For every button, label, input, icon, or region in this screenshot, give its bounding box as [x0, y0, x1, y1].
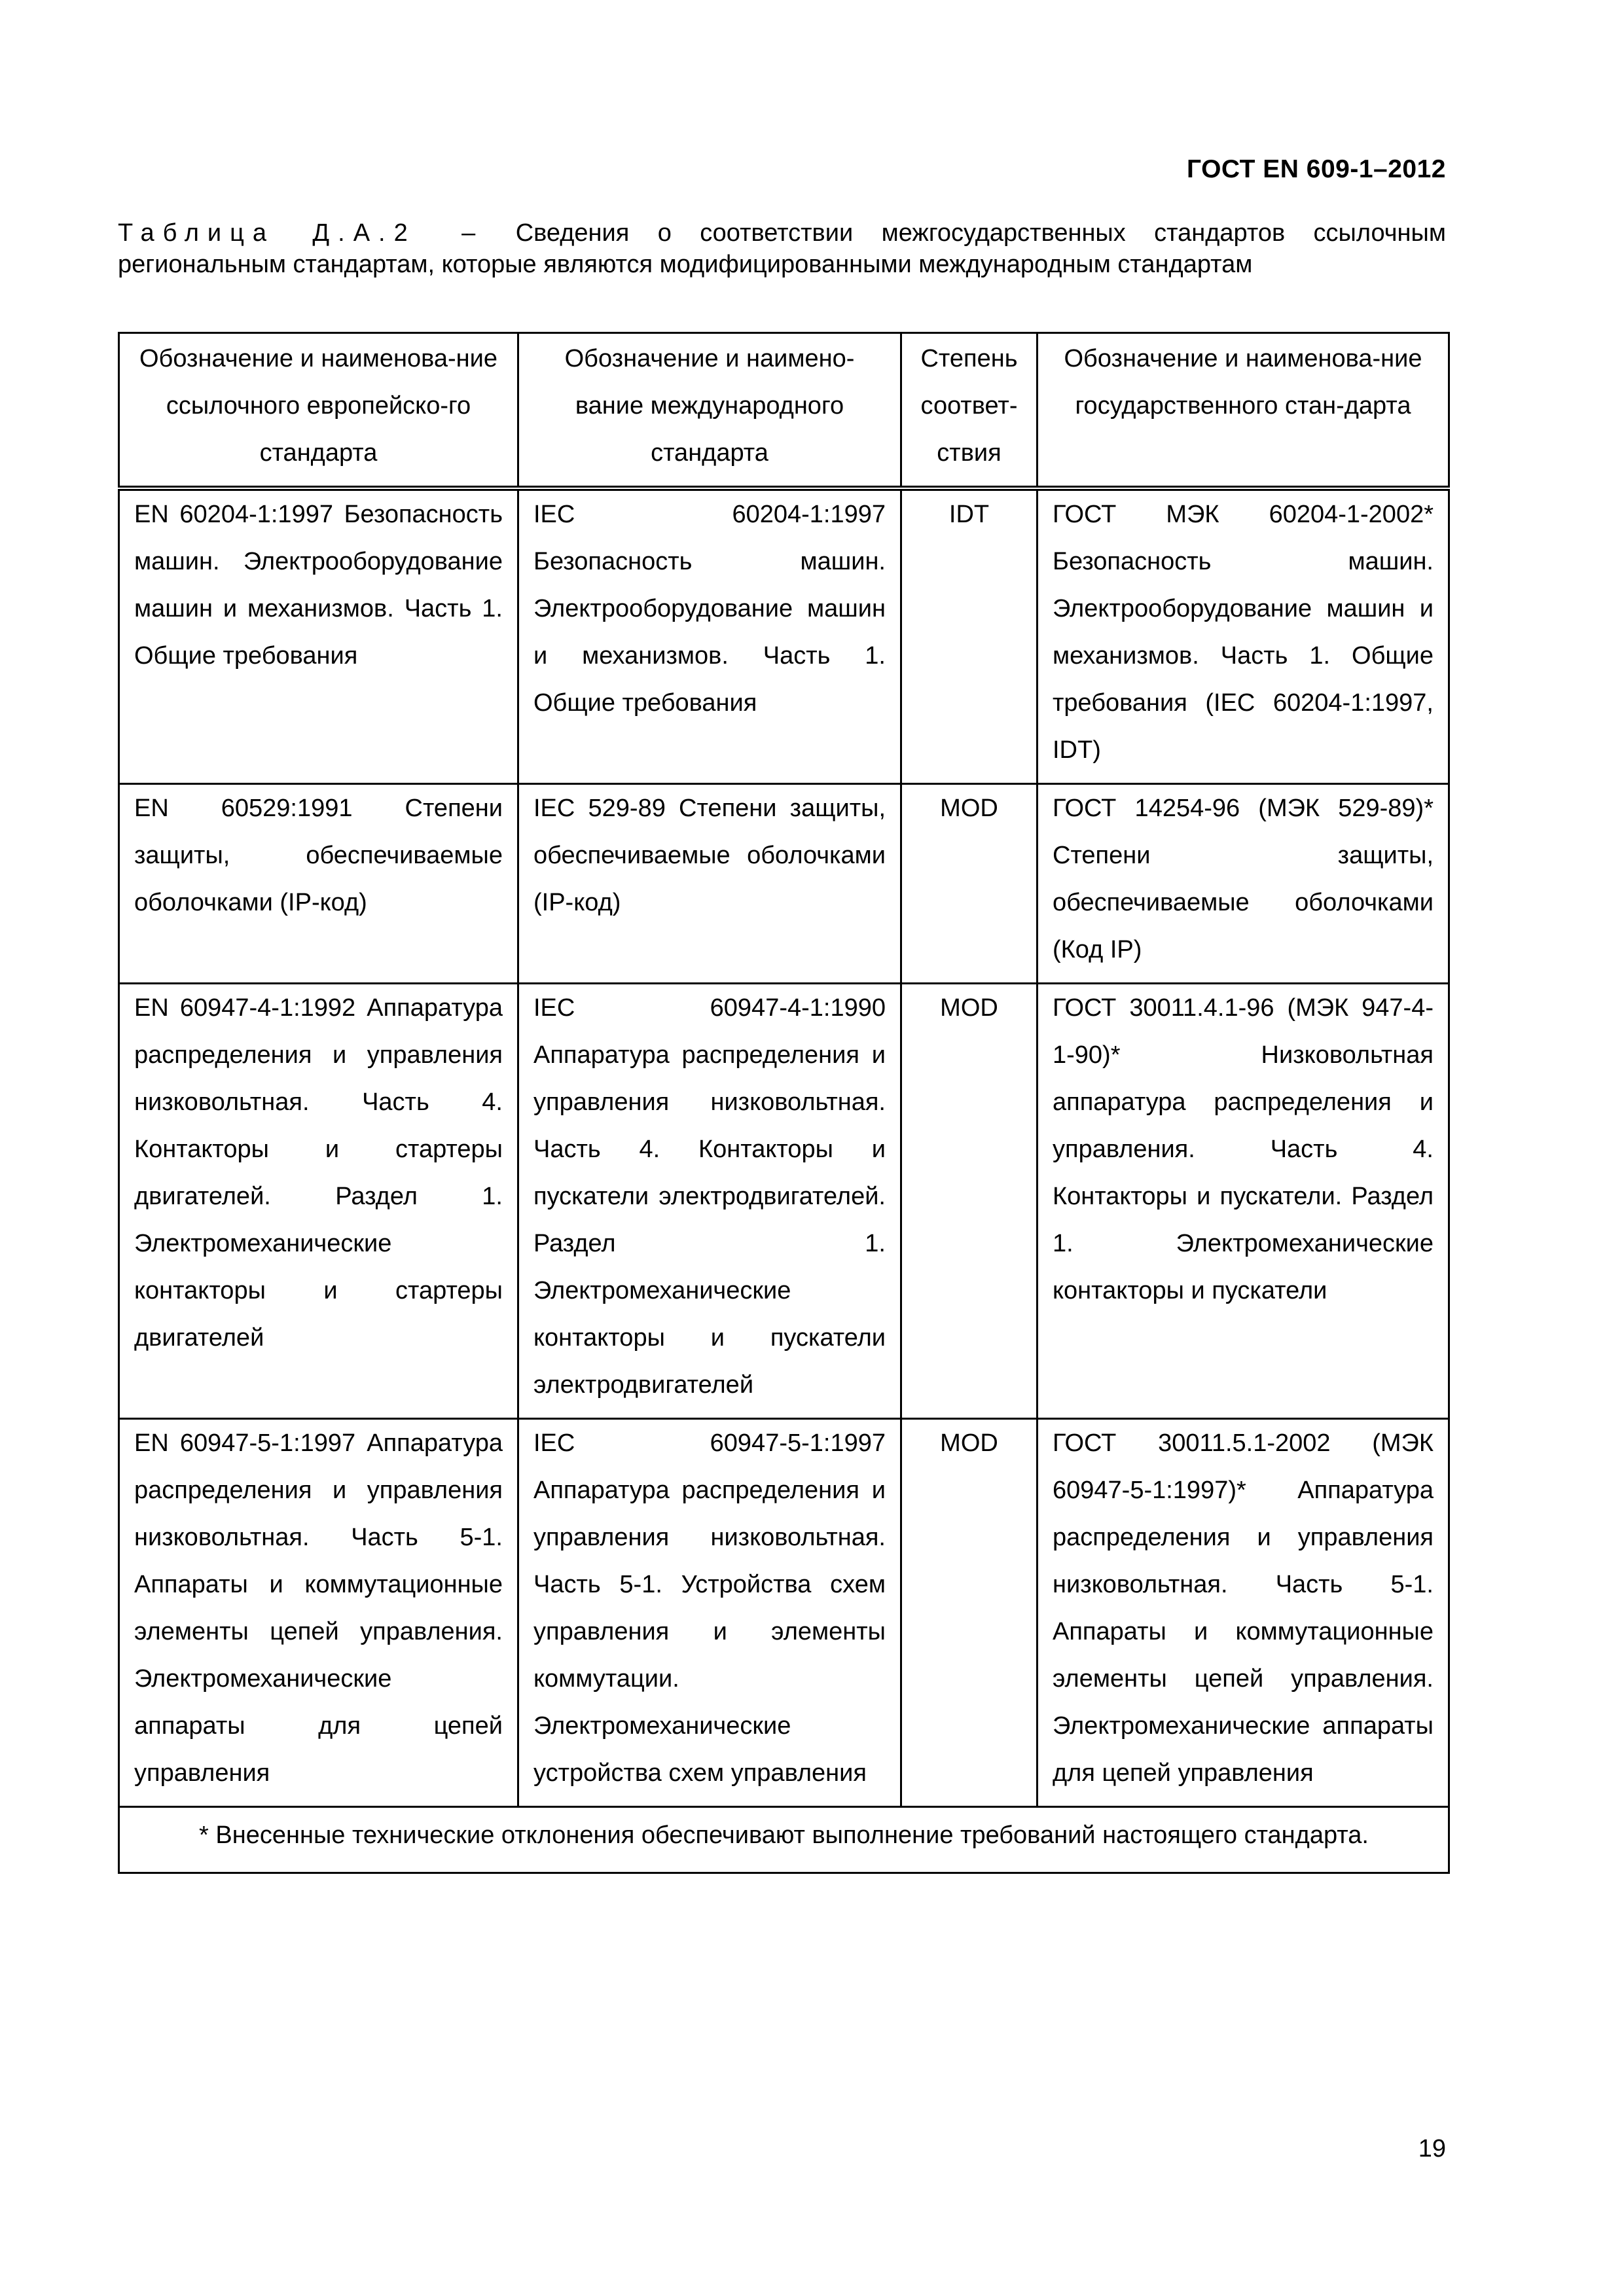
cell-european: EN 60947-5-1:1997 Аппаратура распределения и управления низковольтная. Часть 5-1. Аппараты и коммутационные элементы цепей управления. Электромеханические аппараты для цепей управления: [119, 1419, 518, 1807]
cell-international: IEC 60947-5-1:1997 Аппаратура распределения и управления низковольтная. Часть 5-1. Устройства схем управления и элементы коммутации. Электромеханические устройства схем управления: [518, 1419, 901, 1807]
table-row: [119, 1419, 1449, 1807]
cell-degree: MOD: [901, 1419, 1038, 1807]
cell-degree: IDT: [901, 488, 1038, 784]
header-european-standard: Обозначение и наименова-ние ссылочного европейско-го стандарта: [119, 333, 518, 489]
cell-degree: MOD: [901, 984, 1038, 1419]
document-code: ГОСТ EN 609-1–2012: [1187, 155, 1446, 183]
page-number: 19: [1418, 2135, 1446, 2162]
table-row: [119, 488, 1449, 784]
caption-text: Сведения о соответствии межгосударственных стандартов ссылочным региональным стандартам, которые являются модифицированными международным стандартам: [118, 219, 1446, 278]
table-caption: [118, 217, 1446, 280]
caption-number: Д.А.2: [312, 219, 416, 247]
cell-european: EN 60529:1991 Степени защиты, обеспечиваемые оболочками (IP-код): [119, 784, 518, 984]
standards-table: [118, 332, 1450, 1874]
header-state-standard: Обозначение и наименова-ние государственного стан-дарта: [1038, 333, 1449, 489]
cell-european: EN 60204-1:1997 Безопасность машин. Электрооборудование машин и механизмов. Часть 1. Общие требования: [119, 488, 518, 784]
caption-dash: –: [461, 219, 476, 247]
header-degree-of-correspondence: Степень соответ-ствия: [901, 333, 1038, 489]
header-international-standard: Обозначение и наимено-вание международного стандарта: [518, 333, 901, 489]
table-footnote: * Внесенные технические отклонения обеспечивают выполнение требований настоящего стандарта.: [119, 1807, 1449, 1873]
caption-lead: Таблица: [118, 219, 275, 247]
table-row: [119, 984, 1449, 1419]
table-header-row: [119, 333, 1449, 489]
cell-international: IEC 60204-1:1997 Безопасность машин. Электрооборудование машин и механизмов. Часть 1. Общие требования: [518, 488, 901, 784]
cell-international: IEC 529-89 Степени защиты, обеспечиваемые оболочками (IP-код): [518, 784, 901, 984]
cell-european: EN 60947-4-1:1992 Аппаратура распределения и управления низковольтная. Часть 4. Контакторы и стартеры двигателей. Раздел 1. Электромеханические контакторы и стартеры двигателей: [119, 984, 518, 1419]
cell-international: IEC 60947-4-1:1990 Аппаратура распределения и управления низковольтная. Часть 4. Контакторы и пускатели электродвигателей. Раздел 1. Электромеханические контакторы и пускатели электродвигателей: [518, 984, 901, 1419]
cell-degree: MOD: [901, 784, 1038, 984]
table-footnote-row: [119, 1807, 1449, 1873]
table-row: [119, 784, 1449, 984]
cell-state: ГОСТ 30011.4.1-96 (МЭК 947-4-1-90)* Низковольтная аппаратура распределения и управления. Часть 4. Контакторы и пускатели. Раздел 1. Электромеханические контакторы и пускатели: [1038, 984, 1449, 1419]
cell-state: ГОСТ МЭК 60204-1-2002* Безопасность машин. Электрооборудование машин и механизмов. Часть 1. Общие требования (IEC 60204-1:1997, IDT): [1038, 488, 1449, 784]
cell-state: ГОСТ 30011.5.1-2002 (МЭК 60947-5-1:1997)* Аппаратура распределения и управления низковольтная. Часть 5-1. Аппараты и коммутационные элементы цепей управления. Электромеханические аппараты для цепей управления: [1038, 1419, 1449, 1807]
cell-state: ГОСТ 14254-96 (МЭК 529-89)* Степени защиты, обеспечиваемые оболочками (Код IP): [1038, 784, 1449, 984]
